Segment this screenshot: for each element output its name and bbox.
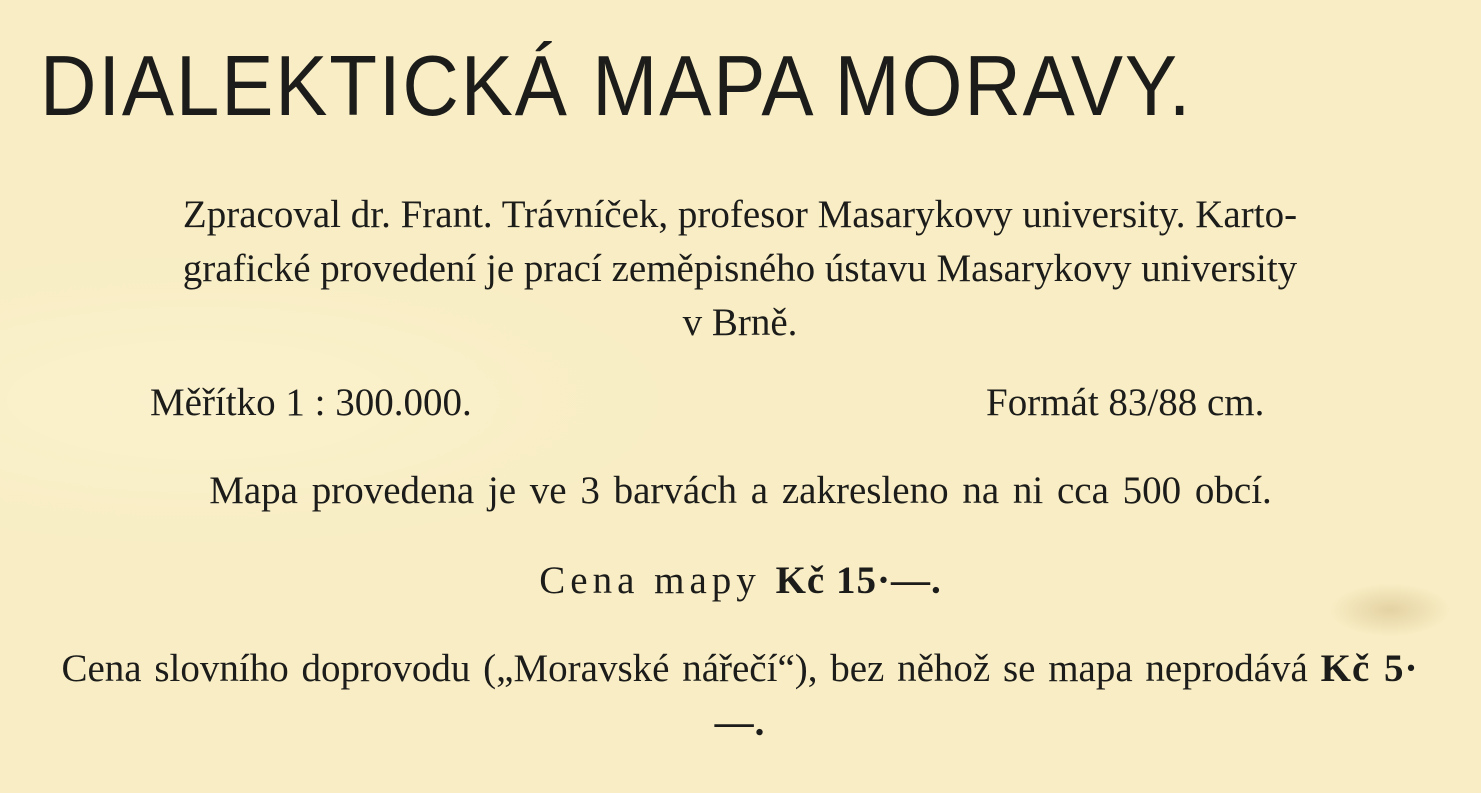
map-price [0, 554, 1481, 608]
map-price-amount: Kč 15·—. [775, 559, 942, 602]
map-scale: Měřítko 1 : 300.000. [150, 381, 472, 424]
credits-line-3: v Brně. [682, 301, 798, 344]
document-title: DIALEKTICKÁ MAPA MORAVY. [40, 39, 1193, 134]
map-price-label: Cena mapy [539, 559, 761, 602]
credits-paragraph [44, 188, 1436, 350]
credits-line-2: grafické provedení je prací zeměpisného ústavu Masarykovy university [182, 247, 1298, 290]
supplement-price-text: Cena slovního doprovodu („Moravské nářečí“), bez něhož se mapa neprodává [61, 647, 1308, 690]
supplement-price-amount: Kč 5·—. [714, 647, 1419, 744]
supplement-price [44, 642, 1436, 750]
credits-line-1: Zpracoval dr. Frant. Trávníček, profesor Masarykovy university. Karto- [182, 193, 1298, 236]
map-format: Formát 83/88 cm. [986, 381, 1265, 424]
colors-note: Mapa provedena je ve 3 barvách a zakresleno na ni cca 500 obcí. [209, 469, 1272, 512]
